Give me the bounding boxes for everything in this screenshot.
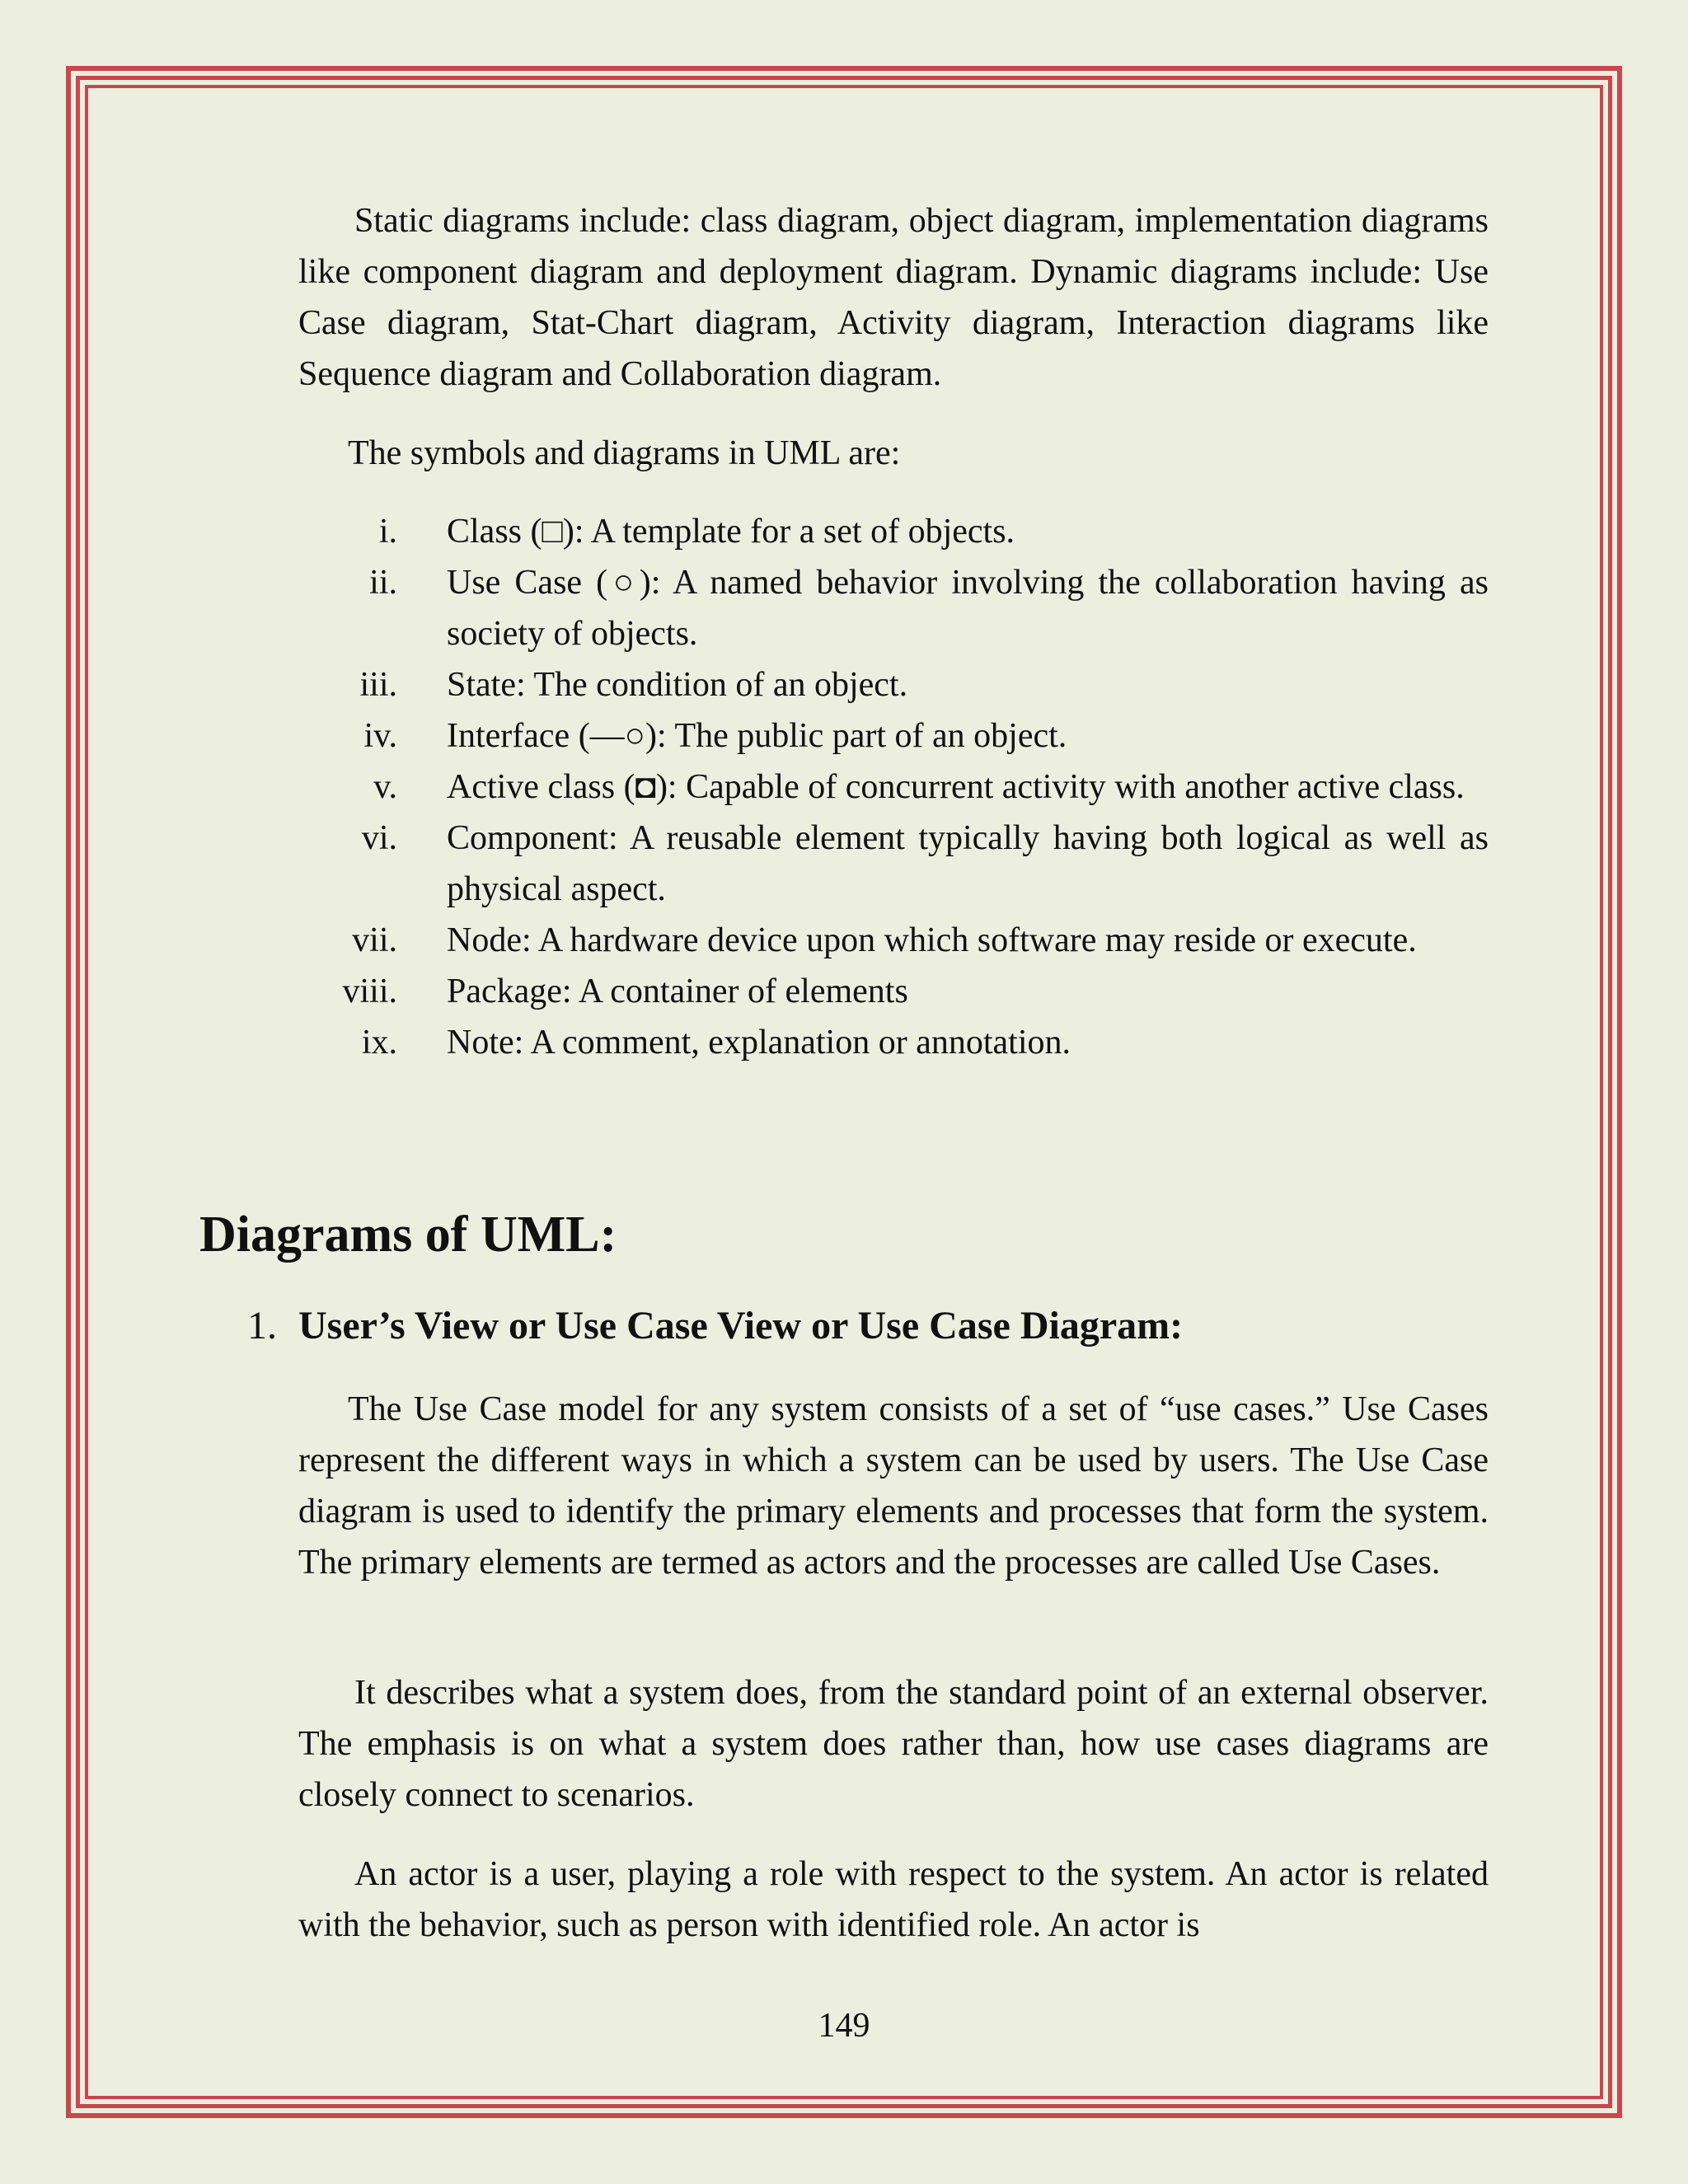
list-item-text: Component: A reusable element typically having both logical as well as physical aspect. — [447, 819, 1489, 908]
list-item — [298, 659, 1489, 710]
list-item-number: ix. — [361, 1024, 397, 1062]
list-item — [298, 557, 1489, 659]
list-item-text: Use Case (○): A named behavior involving the collaboration having as society of objects. — [447, 564, 1489, 653]
use-case-paragraph-2: It describes what a system does, from the standard point of an external observer. The emphasis is on what a system does rather than, how use cases diagrams are closely connect to scenarios. — [298, 1674, 1489, 1814]
symbols-intro: The symbols and diagrams in UML are: — [348, 434, 901, 472]
list-item-number: v. — [373, 768, 397, 806]
use-case-paragraph-1: The Use Case model for any system consists of a set of “use cases.” Use Cases represent the different ways in which a system can be used by users. The Use Case diagram is used to identify the primary elements and processes that form the system. The primary elements are termed as actors and the processes are called Use Cases. — [298, 1390, 1489, 1582]
list-item — [298, 710, 1489, 762]
subsection-number: 1. — [247, 1304, 277, 1347]
list-item-text: Node: A hardware device upon which software may reside or execute. — [447, 921, 1417, 959]
section-heading: Diagrams of UML: — [199, 1207, 617, 1263]
list-item-number: vi. — [361, 819, 397, 857]
list-item-number: vii. — [352, 921, 397, 959]
list-item-number: iii. — [359, 666, 397, 704]
list-item-text: State: The condition of an object. — [447, 666, 908, 704]
list-item-text: Class (□): A template for a set of objects. — [447, 513, 1015, 551]
list-item-number: i. — [378, 513, 397, 551]
symbols-list — [298, 506, 1489, 1068]
subsection-title: User’s View or Use Case View or Use Case Diagram: — [298, 1304, 1184, 1347]
list-item-text: Interface (—○): The public part of an object. — [447, 717, 1067, 755]
list-item-text: Package: A container of elements — [447, 972, 908, 1010]
list-item — [298, 762, 1489, 813]
list-item-number: iv. — [363, 717, 397, 755]
list-item-number: ii. — [369, 564, 397, 602]
page-number: 149 — [818, 2007, 870, 2045]
list-item — [298, 506, 1489, 557]
list-item — [298, 966, 1489, 1017]
list-item — [298, 813, 1489, 915]
list-item-text: Active class (◘): Capable of concurrent activity with another active class. — [447, 768, 1465, 806]
list-item-number: viii. — [342, 972, 397, 1010]
list-item — [298, 915, 1489, 966]
intro-paragraph: Static diagrams include: class diagram, object diagram, implementation diagrams like component diagram and deployment diagram. Dynamic diagrams include: Use Case diagram, Stat-Chart diagram, Activity diagram, Interaction diagrams like Sequence diagram and Collaboration diagram. — [298, 202, 1489, 393]
subsection-heading — [247, 1297, 1183, 1355]
list-item — [298, 1017, 1489, 1068]
list-item-text: Note: A comment, explanation or annotation. — [447, 1024, 1071, 1062]
use-case-paragraph-3: An actor is a user, playing a role with respect to the system. An actor is related with the behavior, such as person with identified role. An actor is — [298, 1855, 1489, 1944]
